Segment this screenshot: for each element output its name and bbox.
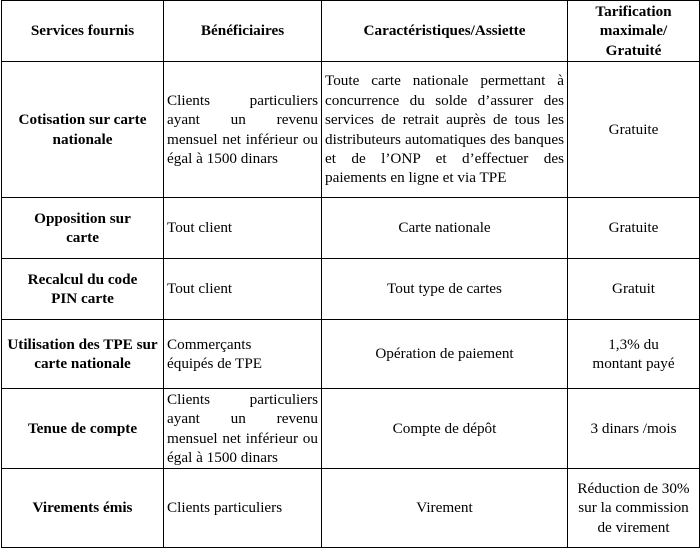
- table-row: [2, 198, 700, 259]
- beneficiaires-cell: Clients particuliers ayant un revenu mensuel net inférieur ou égal à 1500 dinars: [164, 389, 322, 469]
- caracteristiques-cell: Compte de dépôt: [322, 389, 568, 469]
- services-tariff-table: [1, 0, 700, 548]
- header-beneficiaires: Bénéficiaires: [164, 1, 322, 62]
- tarification-cell: 1,3% du montant payé: [568, 320, 700, 389]
- tarification-cell: Réduction de 30% sur la commission de virement: [568, 469, 700, 548]
- table-header-row: [2, 1, 700, 62]
- table-row: [2, 320, 700, 389]
- caracteristiques-cell: Carte nationale: [322, 198, 568, 259]
- beneficiaires-cell: Tout client: [164, 259, 322, 320]
- service-cell: Cotisation sur carte nationale: [2, 62, 164, 198]
- tarification-cell: Gratuit: [568, 259, 700, 320]
- caracteristiques-cell: Virement: [322, 469, 568, 548]
- beneficiaires-cell: Clients particuliers: [164, 469, 322, 548]
- tarification-cell: Gratuite: [568, 198, 700, 259]
- table-row: [2, 389, 700, 469]
- table-row: [2, 469, 700, 548]
- caracteristiques-cell: Tout type de cartes: [322, 259, 568, 320]
- header-caracteristiques: Caractéristiques/Assiette: [322, 1, 568, 62]
- service-cell: Opposition sur carte: [2, 198, 164, 259]
- service-cell: Tenue de compte: [2, 389, 164, 469]
- table-row: [2, 259, 700, 320]
- header-tarification: Tarification maximale/ Gratuité: [568, 1, 700, 62]
- beneficiaires-cell: Commerçants équipés de TPE: [164, 320, 322, 389]
- service-cell: Utilisation des TPE sur carte nationale: [2, 320, 164, 389]
- caracteristiques-cell: Opération de paiement: [322, 320, 568, 389]
- tarification-cell: 3 dinars /mois: [568, 389, 700, 469]
- table-row: [2, 62, 700, 198]
- service-cell: Recalcul du code PIN carte: [2, 259, 164, 320]
- beneficiaires-cell: Tout client: [164, 198, 322, 259]
- service-cell: Virements émis: [2, 469, 164, 548]
- beneficiaires-cell: Clients particuliers ayant un revenu mensuel net inférieur ou égal à 1500 dinars: [164, 62, 322, 198]
- caracteristiques-cell: Toute carte nationale permettant à concurrence du solde d’assurer des services de retrait auprès de tous les distributeurs automatiques des banques et de l’ONP et d’effectuer des paiements en ligne et via TPE: [322, 62, 568, 198]
- header-services: Services fournis: [2, 1, 164, 62]
- tarification-cell: Gratuite: [568, 62, 700, 198]
